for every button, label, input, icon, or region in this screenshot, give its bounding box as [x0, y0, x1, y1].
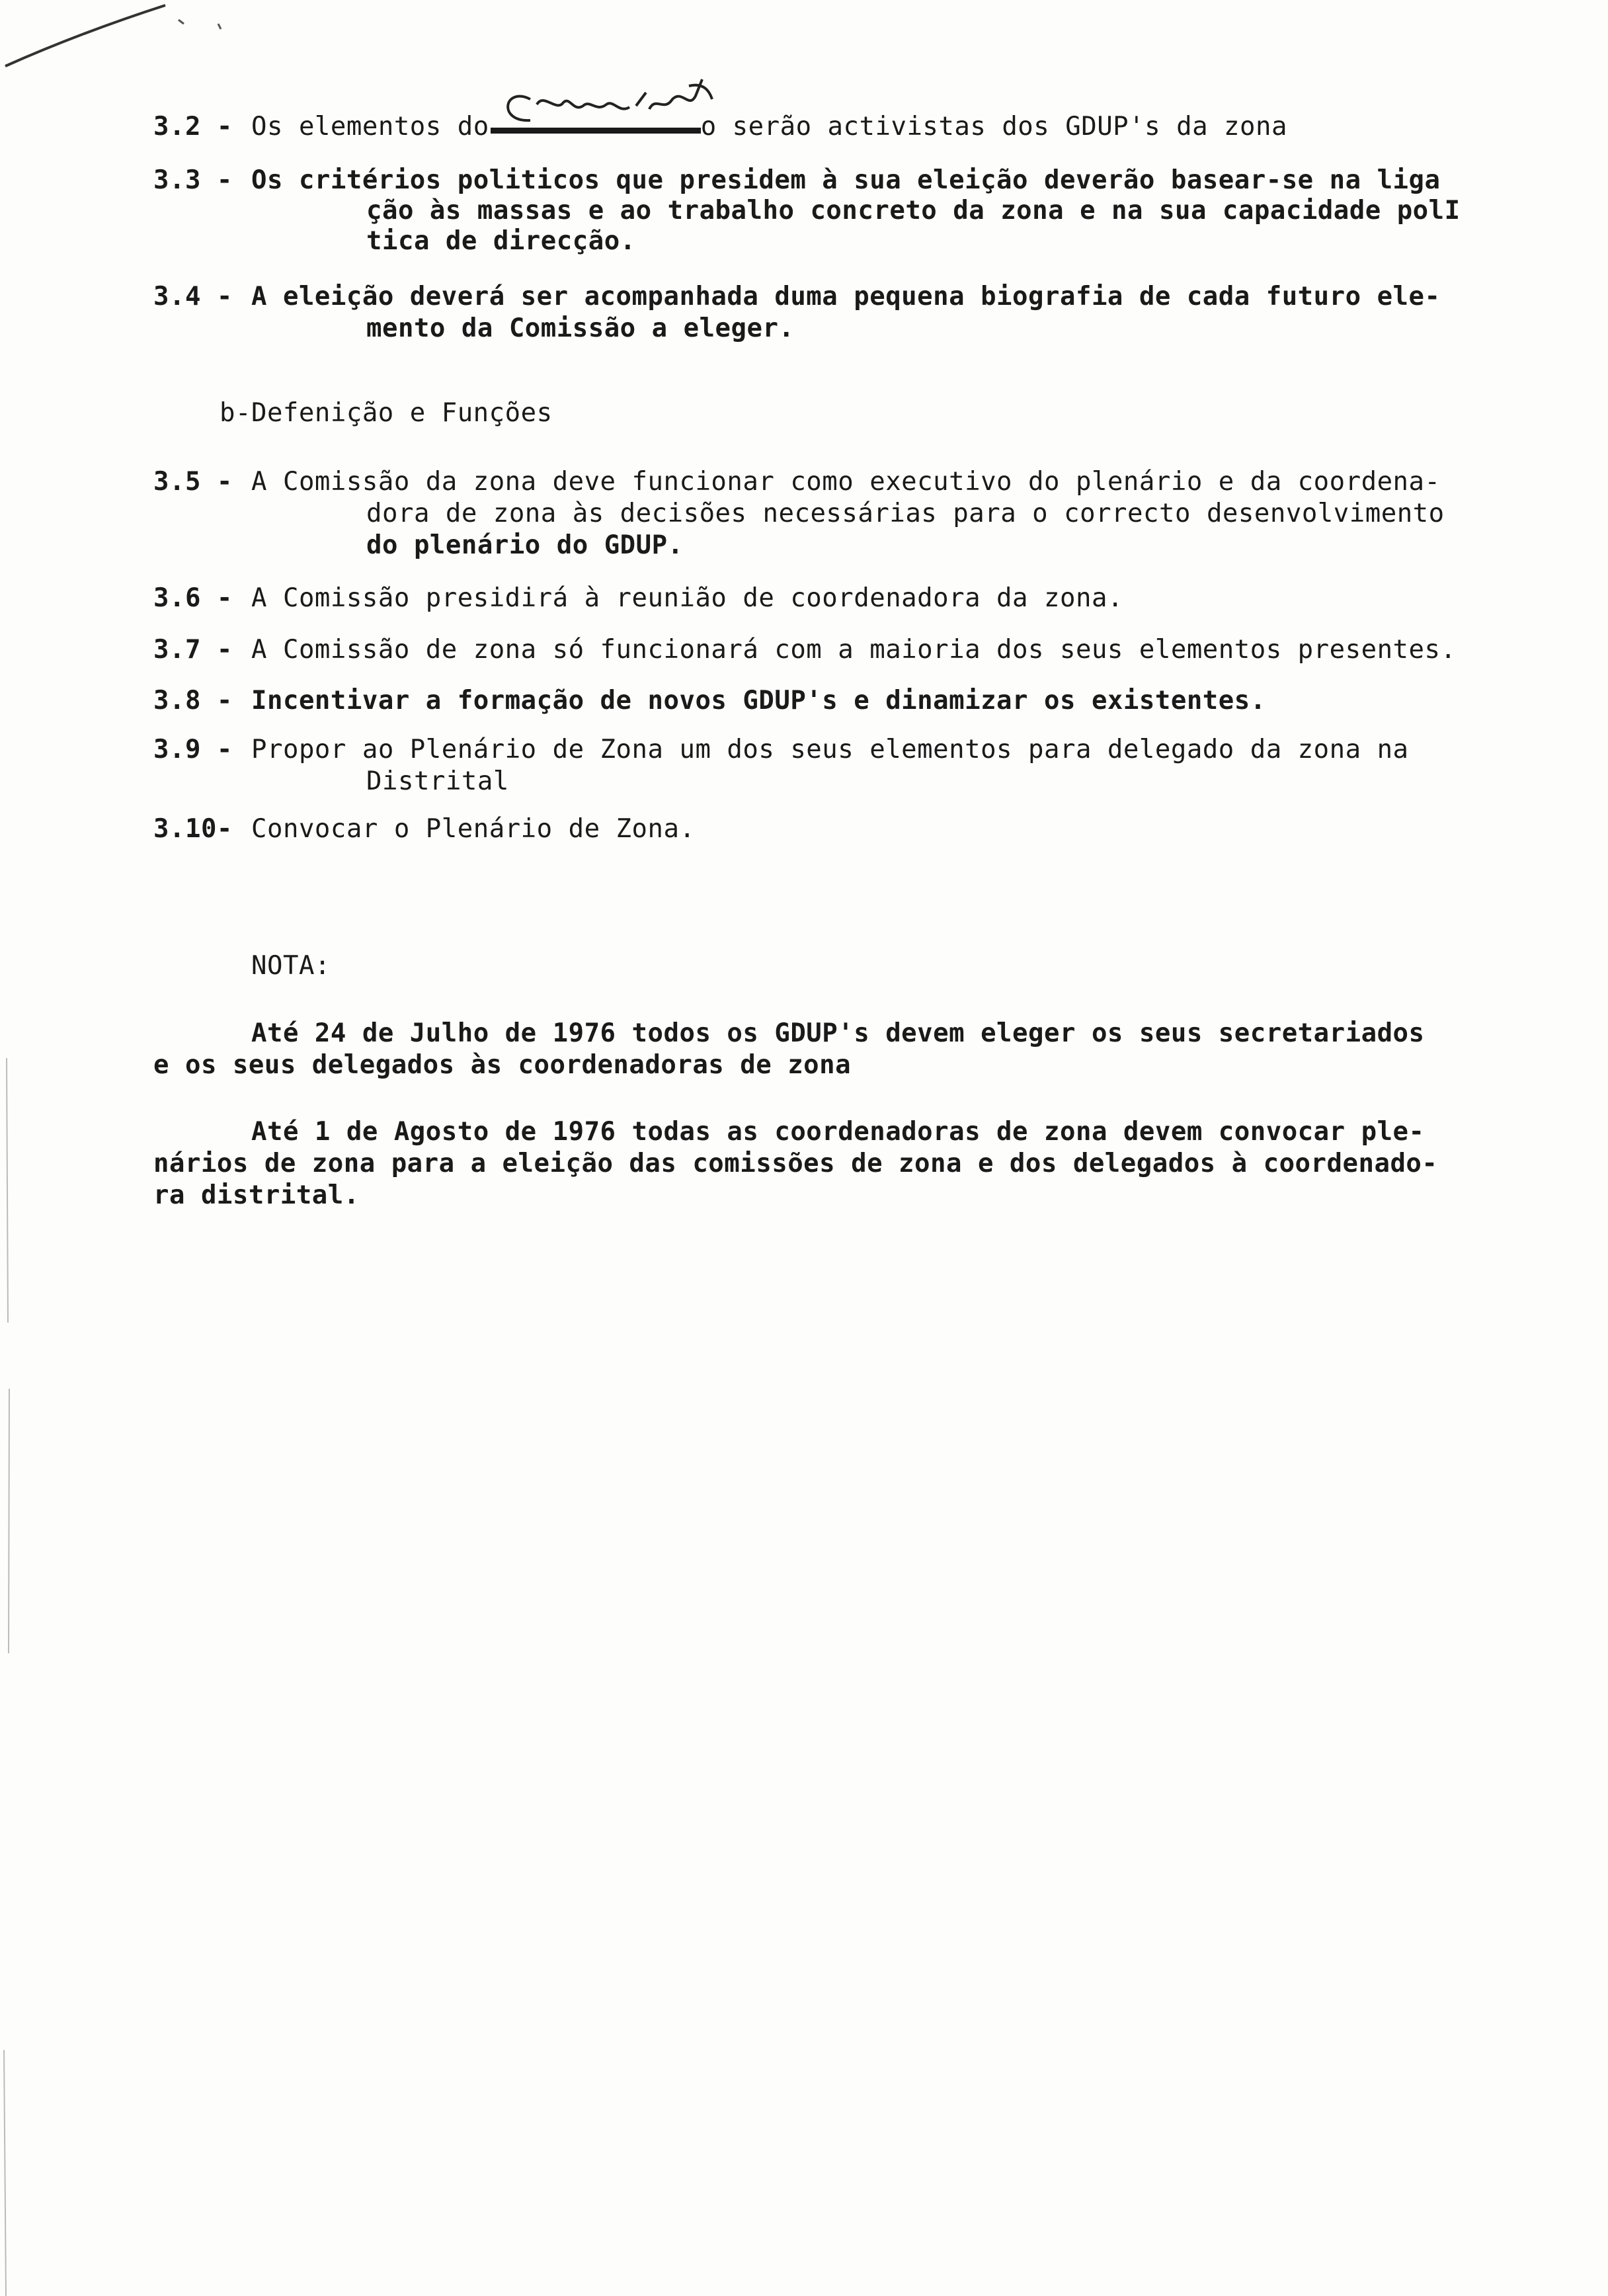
item-continuation: tica de direcção.: [366, 226, 636, 256]
item-3-4: [153, 280, 1441, 345]
item-text: A Comissão da zona deve funcionar como executivo do plenário e da coordena-: [251, 467, 1441, 497]
nota-label: NOTA:: [251, 951, 331, 981]
item-continuation: dora de zona às decisões necessárias para o correcto desenvolvimento: [366, 499, 1445, 528]
section-heading: b-Defenição e Funções: [220, 398, 553, 428]
item-number: 3.5 -: [153, 467, 233, 497]
item-number: 3.6 -: [153, 583, 233, 613]
item-text-after: o serão activistas dos GDUP's da zona: [700, 112, 1287, 142]
item-continuation: ção às massas e ao trabalho concreto da zona e na sua capacidade polI: [366, 196, 1461, 226]
item-text: Os elementos do: [251, 112, 489, 142]
item-3-3: [153, 164, 1461, 258]
paragraph-first-line: Até 1 de Agosto de 1976 todas as coordenadoras de zona devem convocar ple-: [251, 1117, 1425, 1147]
paragraph-rest: ra distrital.: [153, 1180, 360, 1210]
item-continuation: mento da Comissão a eleger.: [366, 313, 795, 343]
item-continuation: Distrital: [366, 766, 509, 796]
item-3-8: [153, 684, 1266, 718]
item-text: A Comissão de zona só funcionará com a maioria dos seus elementos presentes.: [251, 635, 1457, 665]
paragraph-first-line: Até 24 de Julho de 1976 todos os GDUP's devem eleger os seus secretariados: [251, 1018, 1425, 1048]
paragraph-rest: nários de zona para a eleição das comissões de zona e dos delegados à coordenado-: [153, 1149, 1438, 1178]
item-number: 3.9 -: [153, 735, 233, 764]
item-continuation: do plenário do GDUP.: [366, 530, 684, 560]
item-3-2: [153, 110, 1287, 144]
item-text: Propor ao Plenário de Zona um dos seus elementos para delegado da zona na: [251, 735, 1409, 764]
scan-edge-noise: [0, 1058, 15, 2296]
item-number: 3.8 -: [153, 686, 233, 716]
item-3-6: [153, 582, 1123, 615]
item-text: Os critérios politicos que presidem à sua eleição deverão basear-se na liga: [251, 165, 1441, 195]
item-number: 3.4 -: [153, 282, 233, 311]
item-text: A Comissão presidirá à reunião de coordenadora da zona.: [251, 583, 1123, 613]
item-text: Convocar o Plenário de Zona.: [251, 814, 696, 844]
nota-paragraph-2: [153, 1116, 1437, 1212]
item-3-9: [153, 733, 1409, 798]
pen-stroke-mark: [0, 0, 238, 73]
item-3-7: [153, 634, 1456, 667]
item-text: Incentivar a formação de novos GDUP's e dinamizar os existentes.: [251, 686, 1266, 716]
item-number: 3.2 -: [153, 112, 233, 142]
item-3-10: [153, 813, 695, 846]
item-number: 3.3 -: [153, 165, 233, 195]
item-3-5: [153, 466, 1445, 562]
nota-paragraph-1: [153, 1017, 1425, 1082]
paragraph-rest: e os seus delegados às coordenadoras de zona: [153, 1050, 852, 1080]
item-number: 3.7 -: [153, 635, 233, 665]
item-number: 3.10-: [153, 814, 233, 844]
item-text: A eleição deverá ser acompanhada duma pequena biografia de cada futuro ele-: [251, 282, 1441, 311]
